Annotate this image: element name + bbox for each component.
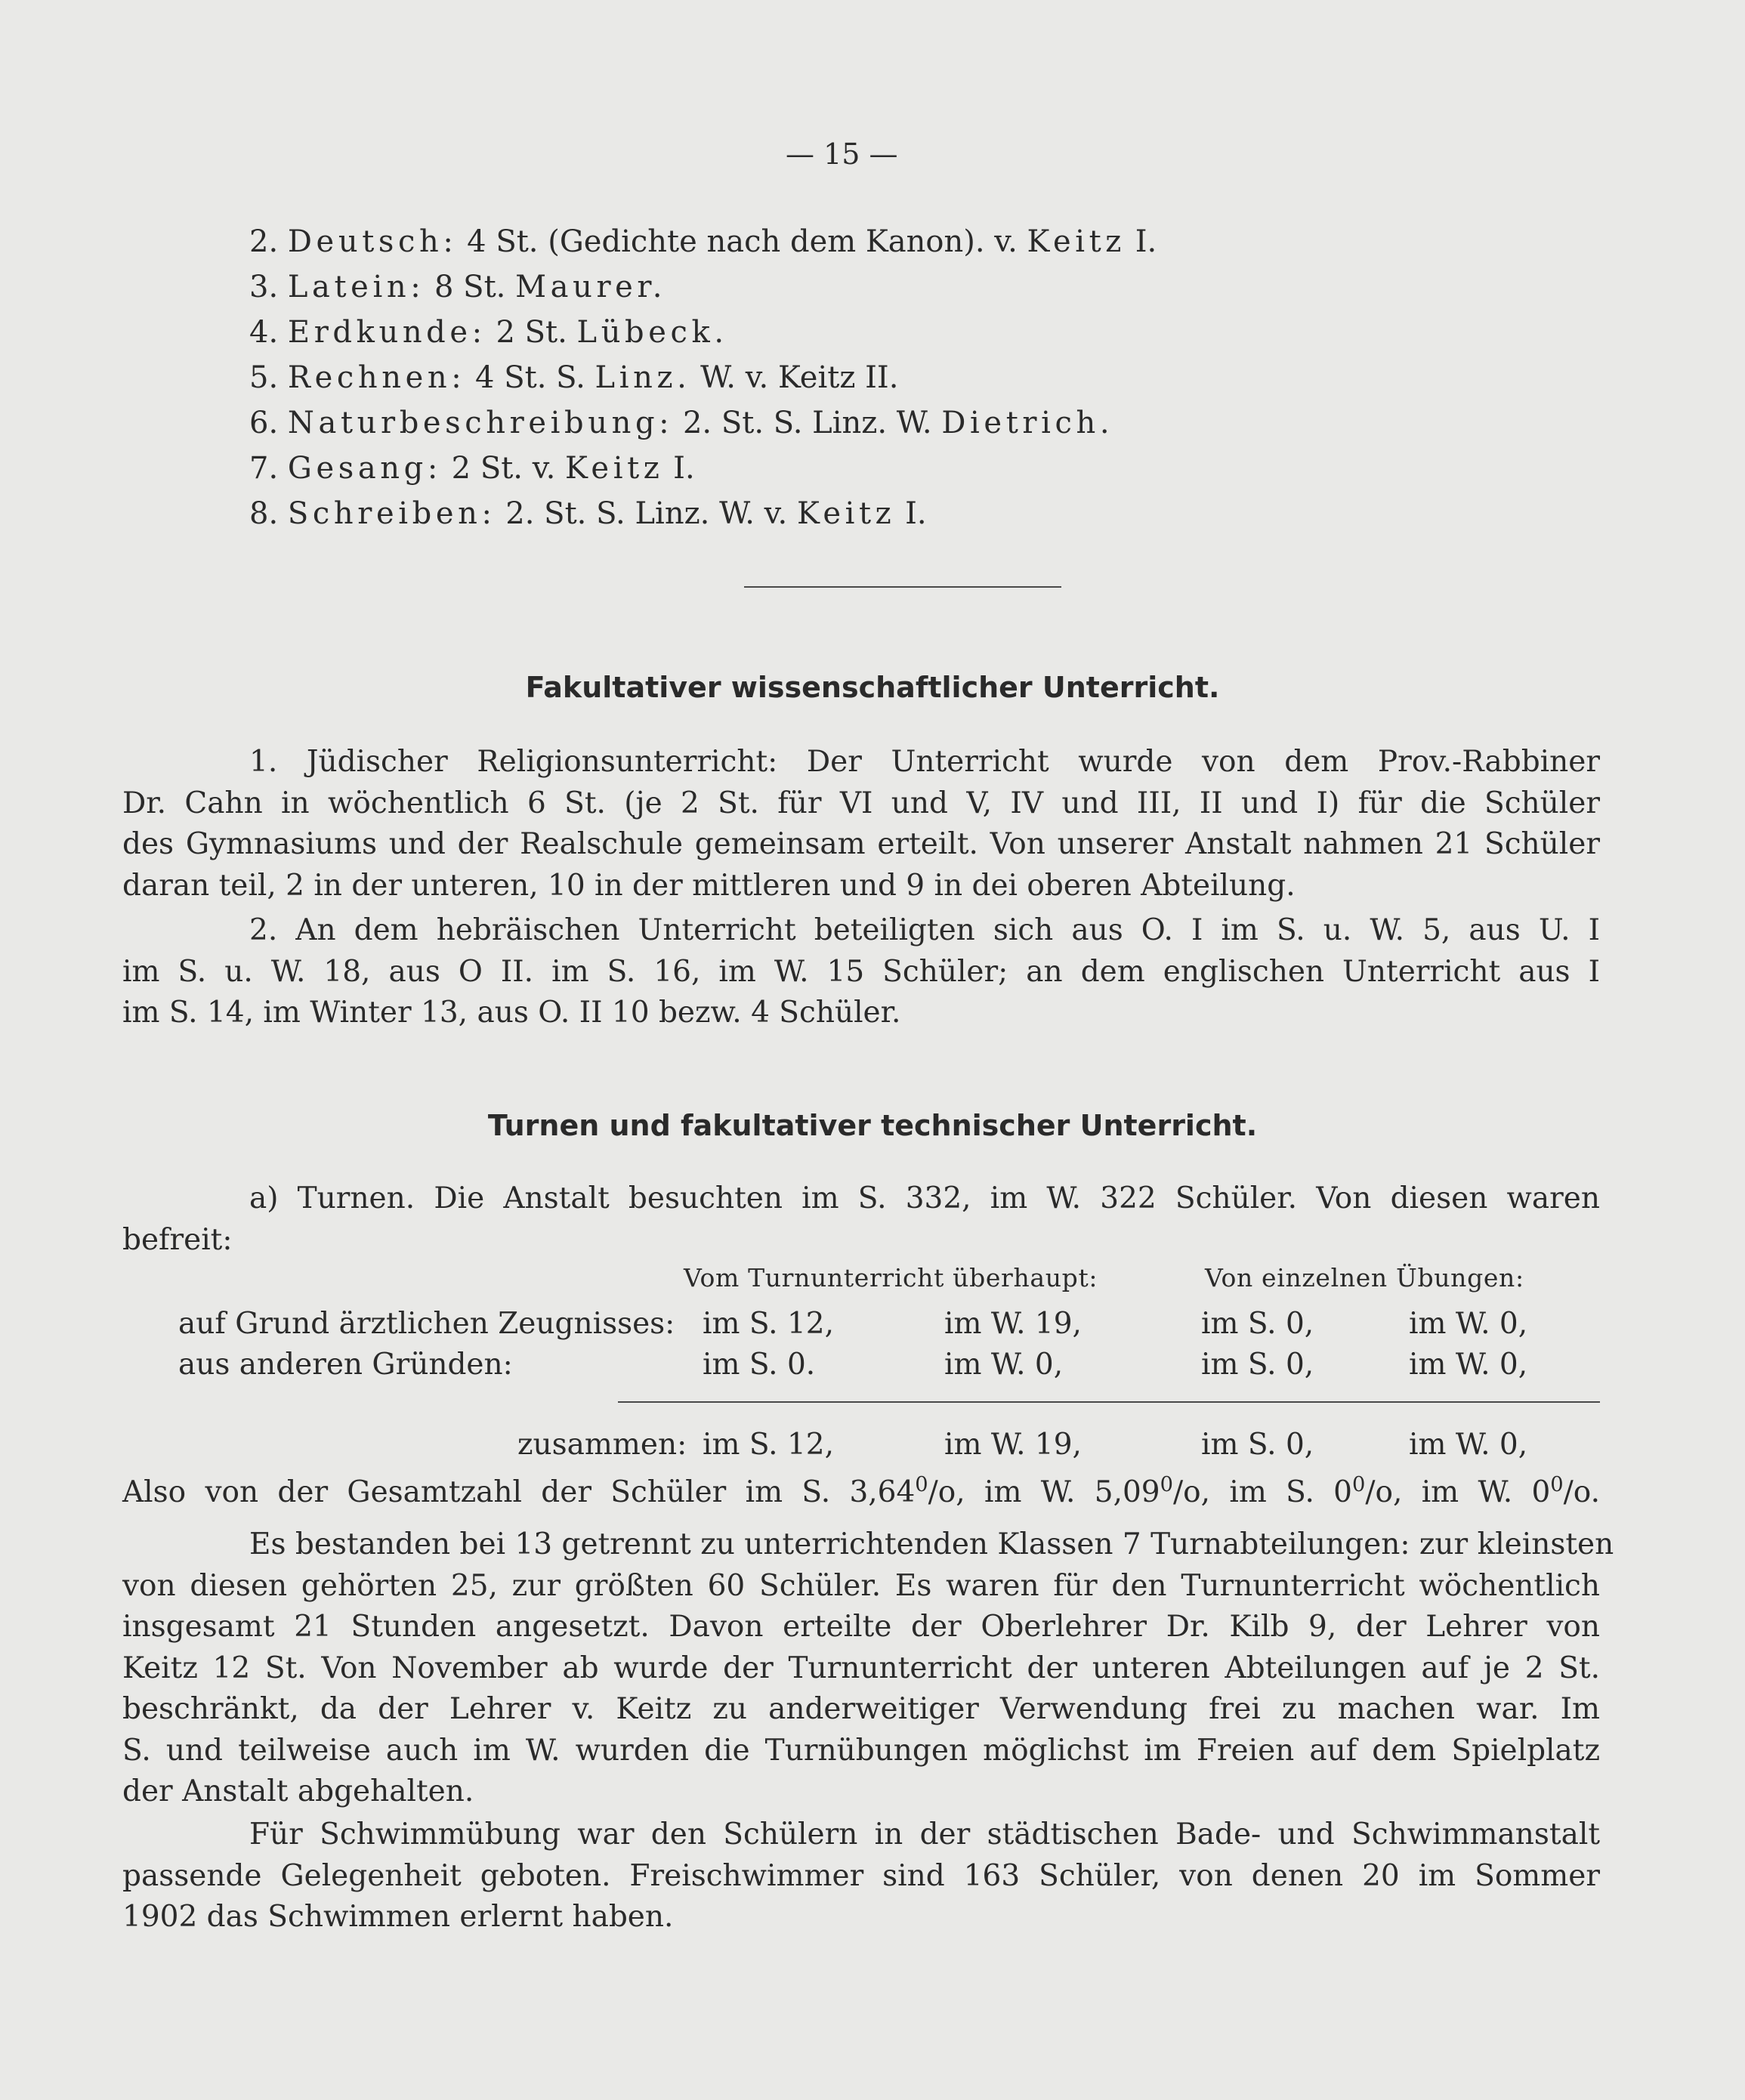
subject-item: 4. Erdkunde: 2 St. Lübeck. xyxy=(249,315,728,350)
text-line: beschränkt, da der Lehrer v. Keitz zu anderweitiger Verwendung frei zu machen war. Im xyxy=(122,1692,1600,1726)
subject-item: 7. Gesang: 2 St. v. Keitz I. xyxy=(249,451,695,486)
table-cell: im S. 0, xyxy=(1201,1307,1314,1341)
table-cell: im S. 0. xyxy=(703,1348,816,1382)
table-cell: im S. 0, xyxy=(1201,1348,1314,1382)
subject-name: Gesang: xyxy=(287,451,442,486)
subject-name: Schreiben: xyxy=(287,496,496,531)
text-line: Für Schwimmübung war den Schülern in der städtischen Bade- und Schwimmanstalt xyxy=(249,1817,1600,1851)
text-line: Keitz 12 St. Von November ab wurde der Turnunterricht der unteren Abteilungen auf je 2 St. xyxy=(122,1651,1600,1685)
text-line: daran teil, 2 in der unteren, 10 in der mittleren und 9 in dei oberen Abteilung. xyxy=(122,868,1296,903)
row-label: aus anderen Gründen: xyxy=(178,1348,513,1382)
subject-name: Deutsch: xyxy=(287,224,458,259)
percentage-line: Also von der Gesamtzahl der Schüler im S. 3,64$^0$/o, im W. 5,09$^0$/o, im S. $0^0/o$, im W. $0^0/o$. xyxy=(122,1473,1601,1509)
row-label: auf Grund ärztlichen Zeugnisses: xyxy=(178,1307,675,1341)
text-line: 1. Jüdischer Religionsunterricht: Der Unterricht wurde von dem Prov.-Rabbiner xyxy=(249,745,1600,779)
text-line: S. und teilweise auch im W. wurden die Turnübungen möglichst im Freien auf dem Spielplatz xyxy=(122,1733,1600,1768)
subject-item: 6. Naturbeschreibung: 2. St. S. Linz. W. Dietrich. xyxy=(249,406,1114,440)
subject-list xyxy=(249,219,1157,536)
section-heading-scientific: Fakultativer wissenschaftlicher Unterricht. xyxy=(525,671,1220,704)
text-line: von diesen gehörten 25, zur größten 60 Schüler. Es waren für den Turnunterricht wöchentlich xyxy=(122,1568,1600,1603)
section-heading-gymnastics: Turnen und fakultativer technischer Unterricht. xyxy=(487,1109,1258,1142)
subject-name: Latein: xyxy=(287,270,425,304)
subject-item: 2. Deutsch: 4 St. (Gedichte nach dem Kanon). v. Keitz I. xyxy=(249,224,1157,259)
text-line: passende Gelegenheit geboten. Freischwimmer sind 163 Schüler, von denen 20 im Sommer xyxy=(122,1858,1600,1893)
text-line: 1902 das Schwimmen erlernt haben. xyxy=(122,1900,674,1934)
text-line: Dr. Cahn in wöchentlich 6 St. (je 2 St. für VI und V, IV und III, II und I) für die Schüler xyxy=(122,786,1600,820)
sum-rule xyxy=(618,1401,1600,1403)
teacher-name: Maurer. xyxy=(515,270,667,304)
teacher-name: Keitz xyxy=(565,451,664,486)
text-line: insgesamt 21 Stunden angesetzt. Davon erteilte der Oberlehrer Dr. Kilb 9, der Lehrer von xyxy=(122,1610,1600,1644)
table-cell: im W. 0, xyxy=(1409,1428,1528,1462)
table-cell: im W. 0, xyxy=(944,1348,1064,1382)
text-line: im S. u. W. 18, aus O II. im S. 16, im W. 15 Schüler; an dem englischen Unterricht aus I xyxy=(122,954,1600,989)
paragraph-swimming xyxy=(122,1814,1600,1938)
teacher-name: Linz. xyxy=(595,360,691,395)
text-line: befreit: xyxy=(122,1222,233,1257)
subject-item: 3. Latein: 8 St. Maurer. xyxy=(249,270,667,304)
text-line: 2. An dem hebräischen Unterricht beteiligten sich aus O. I im S. u. W. 5, aus U. I xyxy=(249,913,1600,947)
subject-name: Naturbeschreibung: xyxy=(287,406,674,440)
subject-name: Rechnen: xyxy=(287,360,466,395)
paragraph-hebrew-english xyxy=(122,910,1600,1034)
text-line: im S. 14, im Winter 13, aus O. II 10 bezw. 4 Schüler. xyxy=(122,996,901,1030)
paragraph-gymnastics-intro xyxy=(122,1178,1600,1261)
column-header-single: Von einzelnen Übungen: xyxy=(1205,1263,1524,1292)
teacher-name: Lübeck. xyxy=(576,315,728,350)
page-number: — 15 — xyxy=(786,137,898,171)
subject-name: Erdkunde: xyxy=(287,315,486,350)
subject-item: 5. Rechnen: 4 St. S. Linz. W. v. Keitz II. xyxy=(249,360,899,395)
text-line: des Gymnasiums und der Realschule gemeinsam erteilt. Von unserer Anstalt nahmen 21 Schüler xyxy=(122,827,1600,861)
subject-item: 8. Schreiben: 2. St. S. Linz. W. v. Keitz I. xyxy=(249,496,927,531)
table-cell: im S. 0, xyxy=(1201,1428,1314,1462)
paragraph-religion xyxy=(122,742,1600,906)
teacher-name: Keitz xyxy=(796,496,896,531)
text-line: a) Turnen. Die Anstalt besuchten im S. 332, im W. 322 Schüler. Von diesen waren xyxy=(249,1181,1600,1215)
column-header-overall: Vom Turnunterricht überhaupt: xyxy=(684,1263,1098,1292)
table-cell: im W. 19, xyxy=(944,1428,1082,1462)
teacher-name: Keitz xyxy=(1027,224,1126,259)
table-cell: im S. 12, xyxy=(703,1307,834,1341)
table-cell: im W. 19, xyxy=(944,1307,1082,1341)
paragraph-gymnastics-divisions xyxy=(122,1524,1614,1813)
text-line: der Anstalt abgehalten. xyxy=(122,1774,474,1808)
section-divider xyxy=(744,586,1061,588)
text-line: Es bestanden bei 13 getrennt zu unterrichtenden Klassen 7 Turnabteilungen: zur kleinsten xyxy=(249,1527,1614,1561)
teacher-name: Dietrich. xyxy=(941,406,1114,440)
total-label: zusammen: xyxy=(517,1428,687,1462)
table-cell: im W. 0, xyxy=(1409,1348,1528,1382)
table-cell: im S. 12, xyxy=(703,1428,834,1462)
table-cell: im W. 0, xyxy=(1409,1307,1528,1341)
